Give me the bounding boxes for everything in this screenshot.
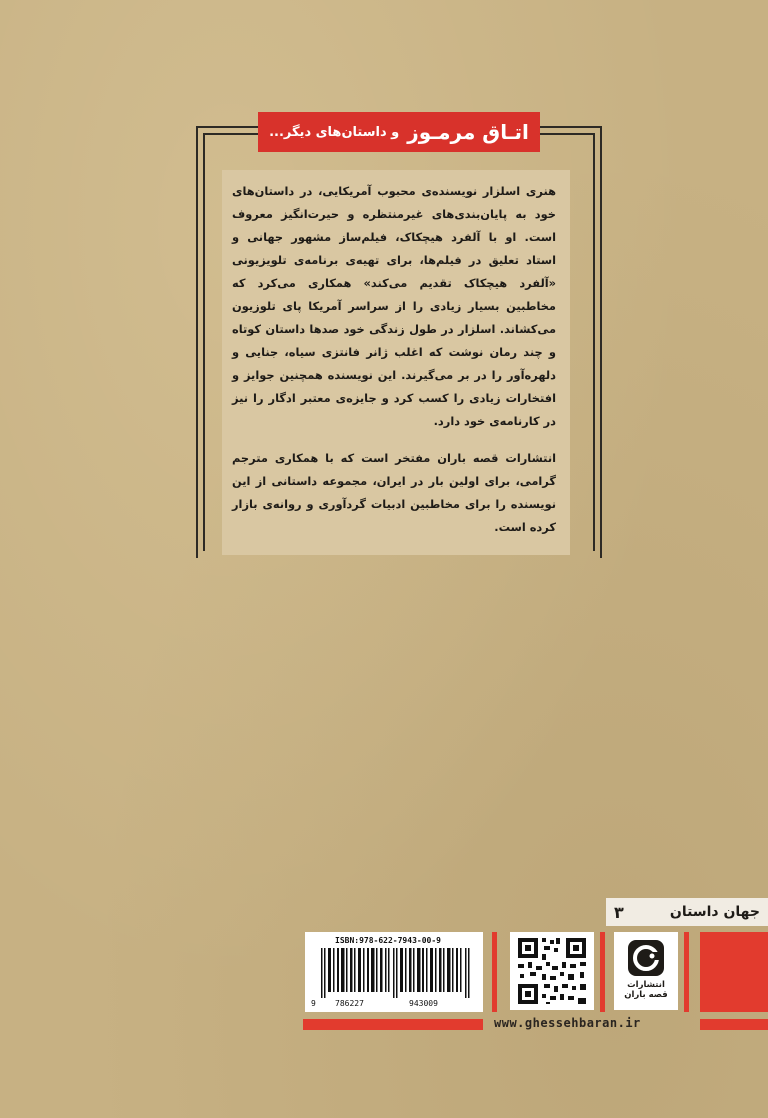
qr-code [510,932,594,1010]
barcode-digits-group-1: 786227 [335,999,364,1008]
publisher-name-line-1: انتشارات [627,980,665,990]
book-title-banner [258,112,540,152]
book-subtitle: و داستان‌های دیگر... [269,124,400,140]
frame-left-outer [196,126,198,558]
publisher-logo [614,932,678,1010]
publisher-website: www.ghessehbaran.ir [494,1016,641,1030]
frame-top-left-outer [196,126,258,128]
series-label [606,898,768,926]
blurb-paragraph-author: هنری اسلزار نویسنده‌ی محبوب آمریکایی، در داستان‌های خود به پایان‌بندی‌های غیرمنتظره و حیرت‌انگیز معروف است. او با آلفرد هیچکاک، فیلم‌ساز مشهور جهانی و استاد تعلیق در فیلم‌ها، برای تهیه‌ی برنامه‌ی تلویزیونی «آلفرد هیچکاک تقدیم می‌کند» همکاری می‌کرد که مخاطبین بسیار زیادی را از سراسر آمریکا پای تلوزیون می‌کشاند. اسلزار در طول زندگی خود صدها داستان کوتاه و چند رمان نوشت که اغلب ژانر فانتزی سیاه، جنایی و دلهره‌آور را در بر می‌گیرند. این نویسنده همچنین جوایز و افتخارات زیادی را کسب کرد و جایزه‌ی معتبر ادگار را نیز در کارنامه‌ی خود دارد. [232,184,556,428]
frame-left-inner [203,133,205,551]
frame-top-right-inner [540,133,595,135]
red-stripe-bottom-right [700,1019,768,1030]
book-title: اتـاق مرمـوز [407,120,529,144]
series-number: ۳ [614,902,624,922]
red-divider-2 [600,932,605,1012]
isbn-number: ISBN:978-622-7943-00-9 [335,936,441,945]
isbn-barcode [305,932,483,1012]
red-stripe-bottom-left [303,1019,483,1030]
red-divider-1 [492,932,497,1012]
frame-right-inner [593,133,595,551]
blurb-paragraph-publisher: انتشارات قصه باران مفتخر است که با همکاری مترجم گرامی، برای اولین بار در ایران، مجموعه داستانی از این نویسنده را برای مخاطبین ادبیات گردآوری و روانه‌ی بازار کرده است. [232,451,556,534]
qr-code-icon [510,932,594,1010]
frame-top-right-outer [540,126,602,128]
barcode-digits-group-2: 943009 [409,999,438,1008]
blurb-panel [222,170,570,555]
frame-right-outer [600,126,602,558]
barcode-icon [313,948,477,998]
publisher-logo-icon [624,936,668,980]
red-divider-3 [684,932,689,1012]
publisher-name-line-2: قصه باران [624,990,668,1000]
frame-top-left-inner [203,133,258,135]
barcode-digit-prefix: 9 [311,999,316,1008]
series-name: جهان داستان [669,904,760,920]
red-accent-block-right [700,932,768,1012]
